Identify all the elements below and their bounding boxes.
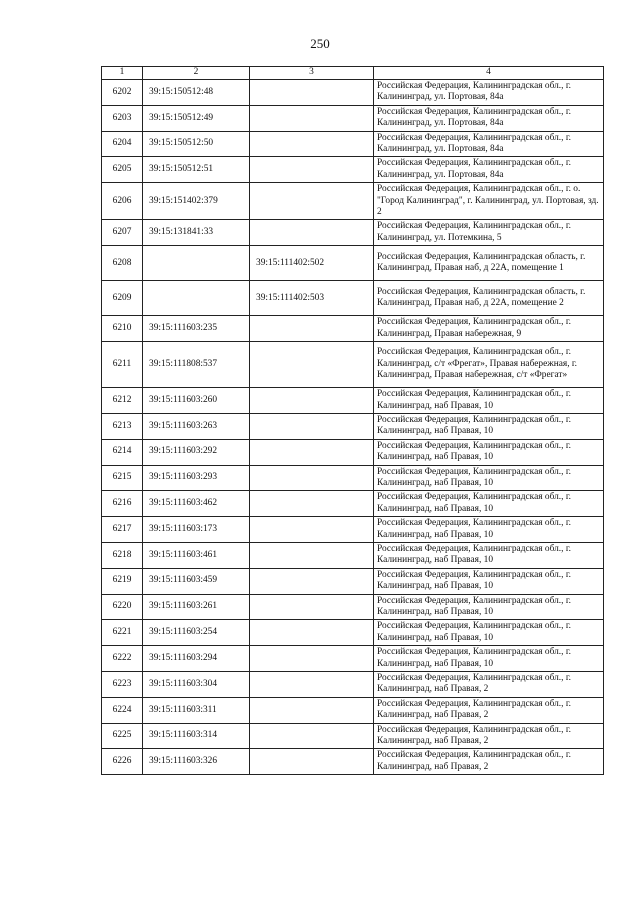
cadastral-number-cell: 39:15:150512:51: [143, 157, 250, 183]
table-row: [102, 157, 604, 183]
table-row: [102, 568, 604, 594]
table-row: [102, 246, 604, 281]
row-number-cell: 6225: [102, 723, 143, 749]
row-number-cell: 6210: [102, 316, 143, 342]
premises-cadastral-number-cell: [250, 620, 374, 646]
cadastral-number-cell: 39:15:150512:50: [143, 131, 250, 157]
table-row: [102, 723, 604, 749]
table-row: [102, 491, 604, 517]
row-number-cell: 6212: [102, 388, 143, 414]
row-number-cell: 6207: [102, 220, 143, 246]
row-number-cell: 6221: [102, 620, 143, 646]
cadastral-number-cell: 39:15:111603:461: [143, 542, 250, 568]
address-cell: Российская Федерация, Калининградская обл., г. Калининград, наб Правая, 2: [374, 749, 604, 775]
address-cell: Российская Федерация, Калининградская обл., г. Калининград, ул. Портовая, 84а: [374, 80, 604, 106]
cadastral-number-cell: 39:15:111603:263: [143, 413, 250, 439]
address-cell: Российская Федерация, Калининградская обл., г. Калининград, наб Правая, 10: [374, 594, 604, 620]
cadastral-number-cell: 39:15:111603:314: [143, 723, 250, 749]
table-row: [102, 80, 604, 106]
premises-cadastral-number-cell: [250, 697, 374, 723]
cadastral-number-cell: 39:15:111603:261: [143, 594, 250, 620]
address-cell: Российская Федерация, Калининградская обл., г. Калининград, с/т «Фрегат», Правая набережная, г. Калининград, Правая набережная, с/т «Фрегат»: [374, 342, 604, 388]
table-row: [102, 281, 604, 316]
table-header-row: [102, 67, 604, 80]
address-cell: Российская Федерация, Калининградская обл., г. о. "Город Калининград", г. Калининград, ул. Портовая, зд. 2: [374, 183, 604, 220]
premises-cadastral-number-cell: [250, 723, 374, 749]
page-number: 250: [310, 36, 330, 51]
premises-cadastral-number-cell: [250, 413, 374, 439]
address-cell: Российская Федерация, Калининградская обл., г. Калининград, ул. Потемкина, 5: [374, 220, 604, 246]
cadastral-number-cell: 39:15:150512:48: [143, 80, 250, 106]
premises-cadastral-number-cell: [250, 220, 374, 246]
table-row: [102, 517, 604, 543]
premises-cadastral-number-cell: [250, 157, 374, 183]
cadastral-number-cell: [143, 281, 250, 316]
row-number-cell: 6206: [102, 183, 143, 220]
address-cell: Российская Федерация, Калининградская обл., г. Калининград, ул. Портовая, 84а: [374, 105, 604, 131]
cadastral-number-cell: 39:15:131841:33: [143, 220, 250, 246]
cadastral-number-cell: 39:15:151402:379: [143, 183, 250, 220]
column-header-4: 4: [374, 67, 604, 80]
row-number-cell: 6203: [102, 105, 143, 131]
table-row: [102, 646, 604, 672]
premises-cadastral-number-cell: 39:15:111402:502: [250, 246, 374, 281]
table-row: [102, 131, 604, 157]
cadastral-number-cell: [143, 246, 250, 281]
address-cell: Российская Федерация, Калининградская область, г. Калининград, Правая наб, д 22А, помещение 2: [374, 281, 604, 316]
cadastral-number-cell: 39:15:111603:173: [143, 517, 250, 543]
row-number-cell: 6208: [102, 246, 143, 281]
column-header-3: 3: [250, 67, 374, 80]
cadastral-number-cell: 39:15:111603:292: [143, 439, 250, 465]
table-row: [102, 220, 604, 246]
cadastral-number-cell: 39:15:111603:326: [143, 749, 250, 775]
row-number-cell: 6218: [102, 542, 143, 568]
address-cell: Российская Федерация, Калининградская обл., г. Калининград, Правая набережная, 9: [374, 316, 604, 342]
address-cell: Российская Федерация, Калининградская обл., г. Калининград, наб Правая, 10: [374, 620, 604, 646]
row-number-cell: 6205: [102, 157, 143, 183]
premises-cadastral-number-cell: [250, 342, 374, 388]
cadastral-number-cell: 39:15:111603:294: [143, 646, 250, 672]
table-row: [102, 749, 604, 775]
cadastral-number-cell: 39:15:150512:49: [143, 105, 250, 131]
table-row: [102, 413, 604, 439]
row-number-cell: 6211: [102, 342, 143, 388]
table-row: [102, 316, 604, 342]
row-number-cell: 6220: [102, 594, 143, 620]
premises-cadastral-number-cell: [250, 465, 374, 491]
cadastral-number-cell: 39:15:111603:462: [143, 491, 250, 517]
premises-cadastral-number-cell: [250, 183, 374, 220]
address-cell: Российская Федерация, Калининградская обл., г. Калининград, наб Правая, 10: [374, 465, 604, 491]
row-number-cell: 6214: [102, 439, 143, 465]
table-row: [102, 697, 604, 723]
row-number-cell: 6216: [102, 491, 143, 517]
premises-cadastral-number-cell: [250, 80, 374, 106]
row-number-cell: 6217: [102, 517, 143, 543]
cadastral-number-cell: 39:15:111603:235: [143, 316, 250, 342]
address-cell: Российская Федерация, Калининградская область, г. Калининград, Правая наб, д 22А, помещение 1: [374, 246, 604, 281]
row-number-cell: 6219: [102, 568, 143, 594]
premises-cadastral-number-cell: [250, 439, 374, 465]
row-number-cell: 6209: [102, 281, 143, 316]
table-row: [102, 620, 604, 646]
table-row: [102, 342, 604, 388]
cadastral-number-cell: 39:15:111603:304: [143, 672, 250, 698]
premises-cadastral-number-cell: [250, 568, 374, 594]
row-number-cell: 6226: [102, 749, 143, 775]
column-header-2: 2: [143, 67, 250, 80]
table-row: [102, 672, 604, 698]
address-cell: Российская Федерация, Калининградская обл., г. Калининград, наб Правая, 10: [374, 439, 604, 465]
registry-table: [101, 66, 604, 775]
premises-cadastral-number-cell: [250, 517, 374, 543]
cadastral-number-cell: 39:15:111603:293: [143, 465, 250, 491]
table-row: [102, 594, 604, 620]
row-number-cell: 6202: [102, 80, 143, 106]
premises-cadastral-number-cell: [250, 316, 374, 342]
table-row: [102, 388, 604, 414]
cadastral-number-cell: 39:15:111603:254: [143, 620, 250, 646]
table-row: [102, 105, 604, 131]
row-number-cell: 6215: [102, 465, 143, 491]
table-row: [102, 183, 604, 220]
address-cell: Российская Федерация, Калининградская обл., г. Калининград, ул. Портовая, 84а: [374, 131, 604, 157]
row-number-cell: 6213: [102, 413, 143, 439]
row-number-cell: 6222: [102, 646, 143, 672]
premises-cadastral-number-cell: [250, 672, 374, 698]
cadastral-number-cell: 39:15:111603:311: [143, 697, 250, 723]
cadastral-number-cell: 39:15:111603:459: [143, 568, 250, 594]
cadastral-number-cell: 39:15:111603:260: [143, 388, 250, 414]
address-cell: Российская Федерация, Калининградская обл., г. Калининград, наб Правая, 10: [374, 491, 604, 517]
address-cell: Российская Федерация, Калининградская обл., г. Калининград, наб Правая, 10: [374, 568, 604, 594]
table-row: [102, 465, 604, 491]
address-cell: Российская Федерация, Калининградская обл., г. Калининград, наб Правая, 10: [374, 542, 604, 568]
premises-cadastral-number-cell: [250, 646, 374, 672]
premises-cadastral-number-cell: [250, 131, 374, 157]
row-number-cell: 6224: [102, 697, 143, 723]
premises-cadastral-number-cell: 39:15:111402:503: [250, 281, 374, 316]
address-cell: Российская Федерация, Калининградская обл., г. Калининград, наб Правая, 2: [374, 672, 604, 698]
address-cell: Российская Федерация, Калининградская обл., г. Калининград, наб Правая, 2: [374, 697, 604, 723]
premises-cadastral-number-cell: [250, 491, 374, 517]
premises-cadastral-number-cell: [250, 542, 374, 568]
row-number-cell: 6223: [102, 672, 143, 698]
row-number-cell: 6204: [102, 131, 143, 157]
address-cell: Российская Федерация, Калининградская обл., г. Калининград, наб Правая, 10: [374, 413, 604, 439]
premises-cadastral-number-cell: [250, 594, 374, 620]
column-header-1: 1: [102, 67, 143, 80]
premises-cadastral-number-cell: [250, 749, 374, 775]
address-cell: Российская Федерация, Калининградская обл., г. Калининград, наб Правая, 10: [374, 517, 604, 543]
address-cell: Российская Федерация, Калининградская обл., г. Калининград, наб Правая, 10: [374, 388, 604, 414]
address-cell: Российская Федерация, Калининградская обл., г. Калининград, наб Правая, 10: [374, 646, 604, 672]
table-row: [102, 439, 604, 465]
address-cell: Российская Федерация, Калининградская обл., г. Калининград, наб Правая, 2: [374, 723, 604, 749]
premises-cadastral-number-cell: [250, 388, 374, 414]
table-row: [102, 542, 604, 568]
premises-cadastral-number-cell: [250, 105, 374, 131]
address-cell: Российская Федерация, Калининградская обл., г. Калининград, ул. Портовая, 84а: [374, 157, 604, 183]
cadastral-number-cell: 39:15:111808:537: [143, 342, 250, 388]
